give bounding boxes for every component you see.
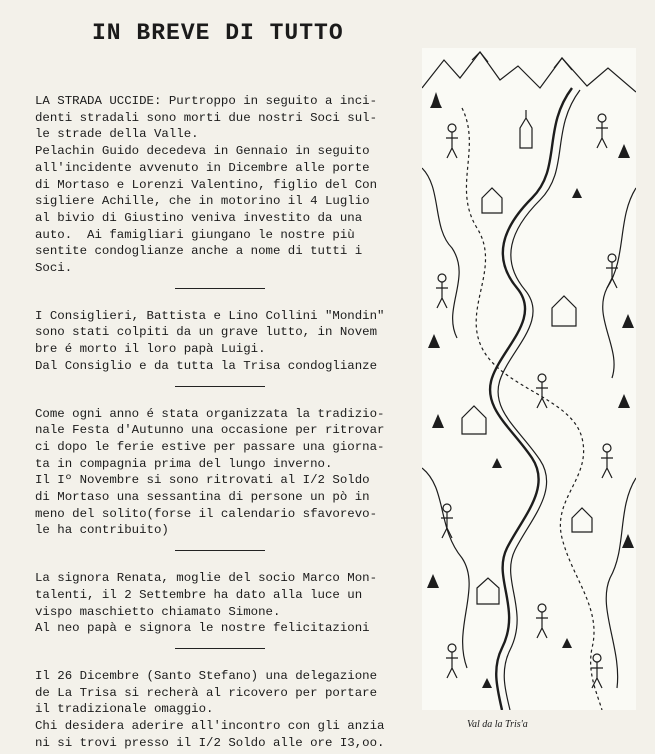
separator-rule: [175, 288, 265, 289]
valley-illustration: [422, 48, 636, 710]
article-nascita-simone: La signora Renata, moglie del socio Marco Mon- talenti, il 2 Settembre ha dato alla luce un vispo maschietto chiamato Simone. Al neo papà e signora le nostre felicitazioni: [35, 571, 378, 636]
valley-map-drawing: [422, 48, 636, 710]
separator-rule: [175, 550, 265, 551]
articles-column: [35, 93, 420, 752]
article-santo-stefano: Il 26 Dicembre (Santo Stefano) una delegazione de La Trisa si recherà al ricovero per portare il tradizionale omaggio. Chi desidera aderire all'incontro con gli anzia ni si trovi presso il I/2 Soldo alle ore I3,oo.: [35, 668, 385, 750]
illustration-caption: Val da la Tris'a: [467, 719, 528, 730]
separator-rule: [175, 386, 265, 387]
page-title: IN BREVE DI TUTTO: [92, 20, 344, 46]
article-strada-uccide: LA STRADA UCCIDE: Purtroppo in seguito a inci- denti stradali sono morti due nostri Soci sul- le strade della Valle. Pelachin Guido decedeva in Gennaio in seguito all'incidente avvenuto in Dicembre alle porte di Mortaso e Lorenzi Valentino, figlio del Con sigliere Achille, che in motorino il 4 Luglio al bivio di Giustino veniva investito da una auto. Ai famigliari giungano le nostre più sentite condoglianze anche a nome di tutti i Soci.: [35, 94, 378, 276]
separator-rule: [175, 648, 265, 649]
article-festa-autunno: Come ogni anno é stata organizzata la tradizio- nale Festa d'Autunno una occasione per ritrovar ci dopo le ferie estive per passare una giorna- ta in compagnia prima del lungo inverno. Il Iº Novembre si sono ritrovati al I/2 Soldo di Mortaso una sessantina di persone un pò in meno del solito(forse il calendario sfavorevo- le ha contribuito): [35, 406, 385, 538]
article-collini: I Consiglieri, Battista e Lino Collini "Mondin" sono stati colpiti da un grave lutto, in Novem bre é morto il loro papà Luigi. Dal Consiglio e da tutta la Trisa condoglianze: [35, 308, 385, 373]
